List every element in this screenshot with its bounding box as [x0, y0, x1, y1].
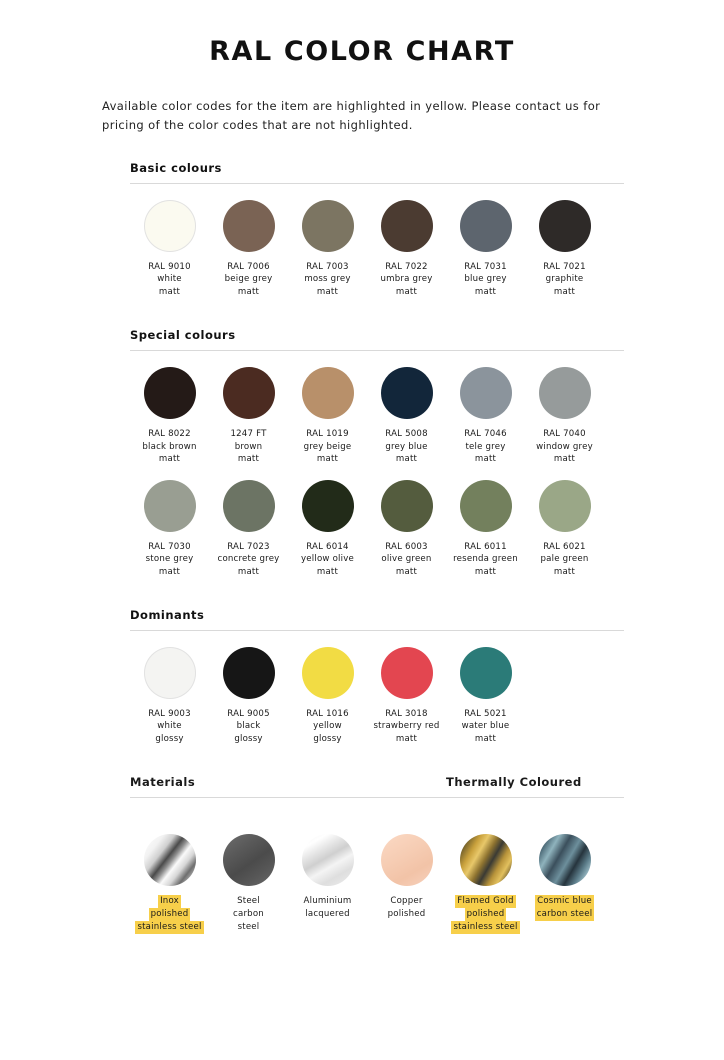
swatch-labels	[225, 261, 273, 298]
color-swatch[interactable]	[130, 357, 209, 469]
swatch-labels	[381, 541, 431, 578]
swatch-code: RAL 8022	[148, 429, 191, 440]
bottom-swatches	[0, 824, 724, 938]
swatch-code: RAL 7022	[385, 261, 428, 272]
material-swatch-aluminium[interactable]	[288, 824, 367, 938]
material-label-text: polished	[466, 909, 505, 920]
swatch-finish: matt	[474, 733, 497, 744]
material-label-line	[451, 895, 519, 908]
swatch-finish: matt	[395, 286, 418, 297]
swatch-code: RAL 7046	[464, 429, 507, 440]
swatch-circle	[144, 647, 196, 699]
material-label-text: carbon steel	[536, 909, 593, 920]
swatch-circle	[302, 367, 354, 419]
swatch-finish: matt	[316, 286, 339, 297]
bottom-headings	[0, 775, 724, 789]
color-swatch[interactable]	[367, 190, 446, 302]
swatch-finish: matt	[158, 454, 181, 465]
color-swatch[interactable]	[446, 470, 525, 582]
color-swatch[interactable]	[288, 637, 367, 749]
swatch-name: brown	[234, 441, 263, 452]
swatch-code: RAL 7003	[306, 261, 349, 272]
swatch-labels	[218, 541, 280, 578]
swatch-finish: matt	[158, 566, 181, 577]
color-swatch[interactable]	[525, 357, 604, 469]
swatch-labels	[148, 708, 191, 745]
thermal-divider	[446, 797, 624, 798]
materials-heading: Materials	[130, 775, 196, 790]
swatch-finish: matt	[316, 566, 339, 577]
swatch-labels	[227, 708, 270, 745]
material-label-line	[451, 908, 519, 921]
material-swatch-steel[interactable]	[209, 824, 288, 938]
color-swatch[interactable]	[525, 470, 604, 582]
swatch-finish: matt	[395, 454, 418, 465]
swatch-name: window grey	[536, 441, 593, 452]
swatch-name: umbra grey	[380, 274, 433, 285]
color-swatch[interactable]	[209, 357, 288, 469]
swatch-circle	[539, 480, 591, 532]
section-dominants	[0, 608, 724, 749]
materials-row	[130, 824, 446, 938]
swatch-name: beige grey	[224, 274, 273, 285]
swatch-finish: glossy	[155, 733, 184, 744]
material-label-text: Cosmic blue	[537, 896, 592, 907]
swatch-circle	[223, 367, 275, 419]
material-label-text: polished	[150, 909, 189, 920]
color-swatch[interactable]	[130, 470, 209, 582]
swatch-finish: matt	[316, 454, 339, 465]
swatch-name: concrete grey	[217, 554, 280, 565]
section-title-special: Special colours	[130, 328, 236, 343]
swatch-labels	[304, 428, 352, 465]
material-label-text: Flamed Gold	[457, 896, 514, 907]
swatch-circle	[381, 480, 433, 532]
swatch-labels	[306, 708, 349, 745]
material-label-line	[233, 895, 264, 908]
material-label-text: Inox	[160, 896, 179, 907]
swatch-name: blue grey	[464, 274, 507, 285]
swatch-code: RAL 5008	[385, 429, 428, 440]
swatch-finish: matt	[237, 286, 260, 297]
swatch-name: grey blue	[385, 441, 428, 452]
swatch-name: yellow	[313, 721, 342, 732]
material-swatch-copper[interactable]	[367, 824, 446, 938]
swatch-name: olive green	[381, 554, 432, 565]
page-title: RAL COLOR CHART	[209, 36, 515, 67]
material-label-text: polished	[387, 909, 426, 920]
material-swatch-cosmic-blue[interactable]	[525, 824, 604, 938]
color-swatch[interactable]	[130, 190, 209, 302]
section-divider-special	[130, 350, 624, 351]
swatch-circle	[460, 647, 512, 699]
color-swatch[interactable]	[525, 190, 604, 302]
swatch-code: RAL 6014	[306, 541, 349, 552]
swatch-circle	[144, 367, 196, 419]
material-circle	[539, 834, 591, 886]
swatch-code: RAL 9010	[148, 261, 191, 272]
swatch-code: RAL 7040	[543, 429, 586, 440]
swatch-finish: matt	[553, 454, 576, 465]
sections-container	[0, 161, 724, 749]
swatch-finish: matt	[474, 286, 497, 297]
swatch-name: moss grey	[304, 274, 351, 285]
bottom-dividers	[0, 797, 724, 798]
swatch-code: 1247 FT	[230, 429, 267, 440]
material-label-text: Steel	[237, 896, 260, 907]
swatch-code: RAL 3018	[385, 709, 428, 720]
swatch-code: RAL 5021	[464, 709, 507, 720]
swatch-code: RAL 1016	[306, 709, 349, 720]
color-swatch[interactable]	[130, 637, 209, 749]
color-swatch[interactable]	[209, 637, 288, 749]
material-labels	[304, 895, 352, 921]
swatch-name: black brown	[142, 441, 197, 452]
swatch-name: graphite	[545, 274, 584, 285]
swatch-labels	[230, 428, 266, 465]
swatch-code: RAL 7031	[464, 261, 507, 272]
swatch-name: strawberry red	[373, 721, 440, 732]
swatch-row	[130, 470, 624, 582]
swatch-circle	[381, 367, 433, 419]
swatch-labels	[385, 428, 428, 465]
material-label-line	[233, 908, 264, 921]
swatch-finish: glossy	[234, 733, 263, 744]
swatch-circle	[144, 200, 196, 252]
swatch-circle	[302, 200, 354, 252]
swatch-labels	[464, 428, 507, 465]
material-label-line	[451, 921, 519, 934]
color-swatch[interactable]	[367, 470, 446, 582]
swatch-finish: matt	[395, 566, 418, 577]
material-circle	[460, 834, 512, 886]
swatch-labels	[462, 708, 510, 745]
material-circle	[302, 834, 354, 886]
swatch-code: RAL 9005	[227, 709, 270, 720]
swatch-labels	[543, 261, 586, 298]
color-swatch[interactable]	[367, 637, 446, 749]
swatch-finish: matt	[237, 454, 260, 465]
thermal-row	[446, 824, 624, 938]
swatch-finish: matt	[553, 566, 576, 577]
swatch-labels	[146, 541, 194, 578]
section-title-dominants: Dominants	[130, 608, 205, 623]
swatch-labels	[301, 541, 354, 578]
material-label-line	[233, 921, 264, 934]
swatch-labels	[304, 261, 350, 298]
swatch-circle	[302, 480, 354, 532]
material-label-line	[304, 908, 352, 921]
material-label-text: stainless steel	[453, 922, 518, 933]
swatch-row	[130, 637, 624, 749]
material-circle	[223, 834, 275, 886]
swatch-finish: matt	[553, 286, 576, 297]
material-circle	[381, 834, 433, 886]
material-labels	[135, 895, 203, 934]
swatch-code: RAL 6011	[464, 541, 507, 552]
materials-divider	[130, 797, 446, 798]
swatch-name: black	[236, 721, 261, 732]
swatch-finish: matt	[395, 733, 418, 744]
material-label-line	[135, 908, 203, 921]
material-label-text: Copper	[390, 896, 423, 907]
swatch-labels	[453, 541, 518, 578]
swatch-finish: matt	[474, 566, 497, 577]
swatch-code: RAL 6021	[543, 541, 586, 552]
material-labels	[388, 895, 426, 921]
swatch-code: RAL 6003	[385, 541, 428, 552]
swatch-labels	[142, 428, 196, 465]
swatch-code: RAL 7030	[148, 541, 191, 552]
ral-color-chart-page	[0, 36, 724, 1060]
swatch-labels	[148, 261, 191, 298]
swatch-name: grey beige	[303, 441, 352, 452]
swatch-row	[130, 190, 624, 302]
swatch-finish: matt	[158, 286, 181, 297]
swatch-name: stone grey	[145, 554, 194, 565]
material-label-text: Aluminium	[303, 896, 352, 907]
material-label-line	[388, 895, 426, 908]
swatch-labels	[373, 708, 439, 745]
color-swatch[interactable]	[209, 470, 288, 582]
material-label-line	[135, 921, 203, 934]
swatch-name: white	[157, 274, 182, 285]
swatch-name: water blue	[461, 721, 510, 732]
swatch-circle	[381, 200, 433, 252]
swatch-labels	[541, 541, 589, 578]
swatch-name: pale green	[540, 554, 589, 565]
swatch-code: RAL 7023	[227, 541, 270, 552]
swatch-circle	[223, 647, 275, 699]
material-label-line	[535, 895, 595, 908]
swatch-name: white	[157, 721, 182, 732]
color-swatch[interactable]	[288, 470, 367, 582]
section-title-basic: Basic colours	[130, 160, 222, 175]
swatch-labels	[381, 261, 433, 298]
color-swatch[interactable]	[446, 637, 525, 749]
swatch-circle	[460, 200, 512, 252]
swatch-circle	[223, 480, 275, 532]
swatch-circle	[460, 367, 512, 419]
material-swatch-inox[interactable]	[130, 824, 209, 938]
material-labels	[535, 895, 595, 921]
swatch-code: RAL 9003	[148, 709, 191, 720]
swatch-name: tele grey	[465, 441, 506, 452]
color-swatch[interactable]	[446, 357, 525, 469]
swatch-labels	[464, 261, 507, 298]
material-label-text: steel	[237, 922, 260, 933]
material-labels	[233, 895, 264, 934]
swatch-circle	[302, 647, 354, 699]
color-swatch[interactable]	[367, 357, 446, 469]
section-divider-dominants	[130, 630, 624, 631]
swatch-circle	[381, 647, 433, 699]
swatch-circle	[223, 200, 275, 252]
swatch-code: RAL 7021	[543, 261, 586, 272]
swatch-circle	[460, 480, 512, 532]
color-swatch[interactable]	[209, 190, 288, 302]
material-circle	[144, 834, 196, 886]
color-swatch[interactable]	[288, 357, 367, 469]
material-labels	[451, 895, 519, 934]
section-divider-basic	[130, 183, 624, 184]
material-label-line	[535, 908, 595, 921]
swatch-row	[130, 357, 624, 469]
section-special	[0, 328, 724, 582]
material-label-line	[304, 895, 352, 908]
intro-text: Available color codes for the item are highlighted in yellow. Please contact us for pricing of the color codes that are not highlighted.	[102, 99, 601, 132]
material-label-text: stainless steel	[137, 922, 202, 933]
material-label-line	[135, 895, 203, 908]
swatch-code: RAL 1019	[306, 429, 349, 440]
material-label-line	[388, 908, 426, 921]
swatch-code: RAL 7006	[227, 261, 270, 272]
swatch-finish: matt	[237, 566, 260, 577]
swatch-name: yellow olive	[301, 554, 354, 565]
material-label-text: carbon	[233, 909, 264, 920]
section-basic	[0, 161, 724, 302]
swatch-finish: matt	[474, 454, 497, 465]
color-swatch[interactable]	[288, 190, 367, 302]
material-swatch-flamed-gold[interactable]	[446, 824, 525, 938]
swatch-finish: glossy	[313, 733, 342, 744]
color-swatch[interactable]	[446, 190, 525, 302]
thermal-heading: Thermally Coloured	[446, 775, 582, 790]
swatch-name: resenda green	[453, 554, 518, 565]
swatch-circle	[539, 200, 591, 252]
swatch-circle	[539, 367, 591, 419]
material-label-text: lacquered	[305, 909, 350, 920]
swatch-circle	[144, 480, 196, 532]
swatch-labels	[536, 428, 593, 465]
